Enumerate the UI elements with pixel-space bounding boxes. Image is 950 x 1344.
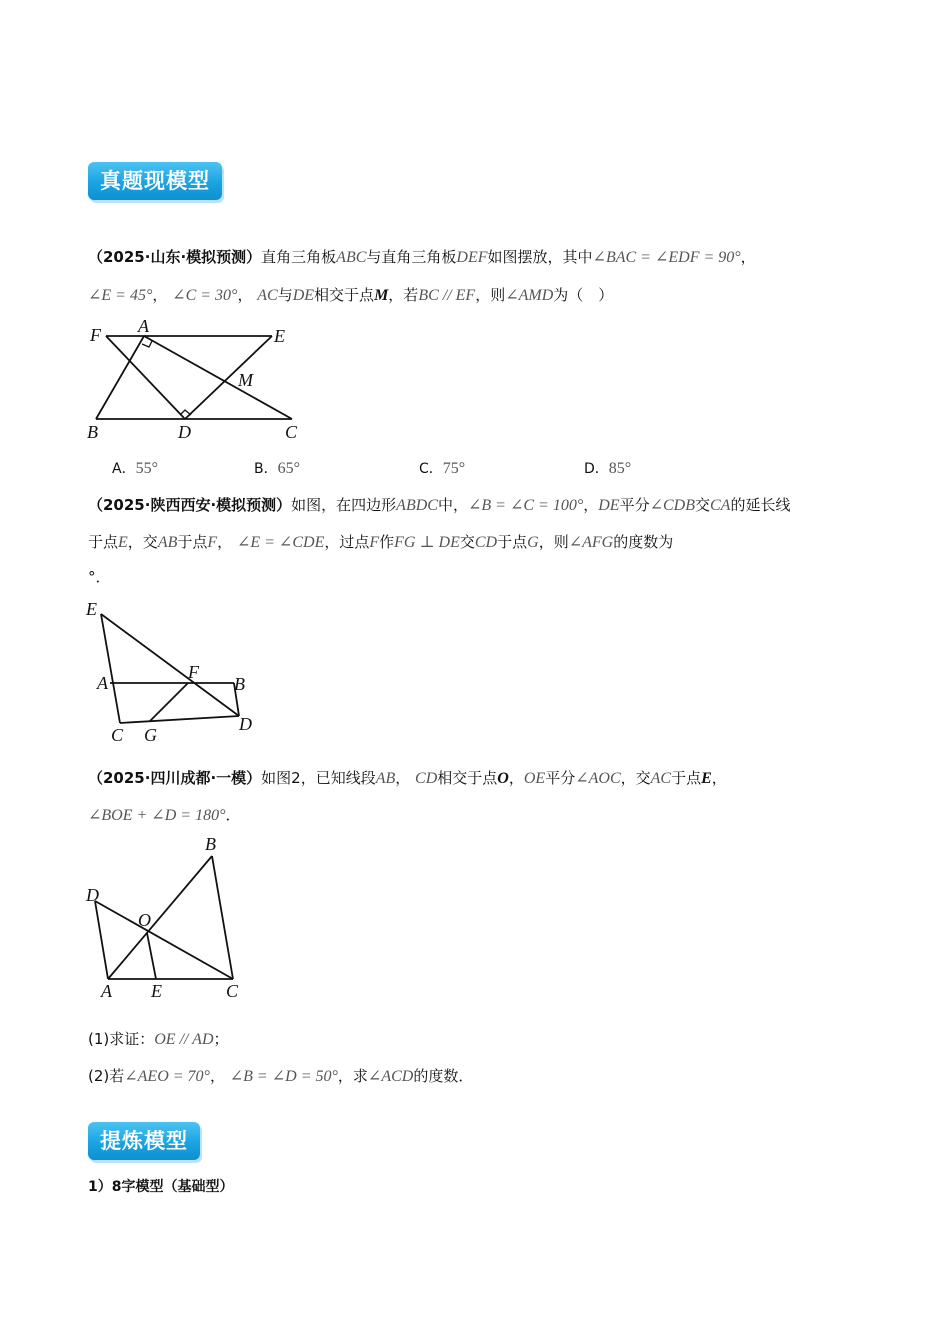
label-C: C	[111, 725, 124, 745]
q1-line-1: （2025·山东·模拟预测）直角三角板ABC与直角三角板DEF如图摆放，其中∠BAC = ∠EDF = 90°，	[88, 248, 756, 266]
q2-line-1: （2025·陕西西安·模拟预测）如图，在四边形ABDC中，∠B = ∠C = 100°，DE平分∠CDB交CA的延长线	[88, 496, 791, 514]
segment-AC	[144, 336, 292, 419]
label-M: M	[238, 370, 253, 390]
q1-line-2: ∠E = 45°， ∠C = 30°， AC与DE相交于点M，若BC // EF，则∠AMD为（ ）	[88, 286, 614, 304]
segment-OE	[147, 933, 156, 979]
label-O: O	[138, 910, 151, 930]
label-B: B	[234, 674, 245, 694]
segment-FD	[106, 336, 185, 419]
right-angle-mark-D	[180, 410, 191, 415]
label-E: E	[151, 981, 162, 1001]
label-B: B	[87, 422, 98, 442]
option-d[interactable]: D．85°	[584, 460, 632, 477]
figure-2-quadrilateral	[84, 598, 264, 746]
figure-3-intersecting-segments	[84, 834, 254, 1004]
label-E: E	[274, 326, 285, 346]
label-A: A	[101, 981, 112, 1001]
label-B: B	[205, 834, 216, 854]
option-a[interactable]: A．55°	[112, 460, 158, 477]
label-C: C	[226, 981, 239, 1001]
q3-line-2: ∠BOE + ∠D = 180°．	[88, 806, 241, 824]
label-G: G	[144, 725, 157, 745]
q3-part-1: (1)求证：OE // AD；	[88, 1030, 229, 1048]
segment-BC	[212, 856, 233, 979]
q1-source: （2025·山东·模拟预测）	[88, 248, 262, 266]
q3-line-1: （2025·四川成都·一模）如图2，已知线段AB， CD相交于点O，OE平分∠AOC，交AC于点E，	[88, 769, 727, 787]
section-banner-real: 真题现模型	[88, 162, 222, 200]
section-banner-refine: 提炼模型	[88, 1122, 200, 1160]
segment-EC	[101, 614, 120, 723]
label-A: A	[97, 673, 108, 693]
label-D: D	[86, 885, 99, 905]
option-c[interactable]: C．75°	[419, 460, 466, 477]
option-b[interactable]: B．65°	[254, 460, 301, 477]
q2-source: （2025·陕西西安·模拟预测）	[88, 496, 292, 514]
figure-1-triangles	[84, 316, 314, 444]
right-angle-mark-A	[142, 341, 152, 347]
segment-BA	[96, 336, 144, 419]
label-E: E	[86, 599, 97, 619]
segment-DA	[95, 901, 108, 979]
label-C: C	[285, 422, 298, 442]
segment-CD	[120, 716, 239, 723]
label-F: F	[90, 325, 101, 345]
q2-line-3: °．	[88, 568, 111, 586]
model-heading-1: 1）8字模型（基础型）	[88, 1179, 234, 1195]
label-D: D	[239, 714, 252, 734]
q2-line-2: 于点E，交AB于点F， ∠E = ∠CDE，过点F作FG ⊥ DE交CD于点G，则∠AFG的度数为	[88, 533, 674, 551]
label-D: D	[178, 422, 191, 442]
q3-part-2: (2)若∠AEO = 70°， ∠B = ∠D = 50°，求∠ACD的度数．	[88, 1067, 474, 1085]
segment-DE	[185, 336, 272, 419]
q3-source: （2025·四川成都·一模）	[88, 769, 262, 787]
segment-FG	[150, 683, 188, 721]
label-A: A	[138, 316, 149, 336]
label-F: F	[188, 662, 199, 682]
